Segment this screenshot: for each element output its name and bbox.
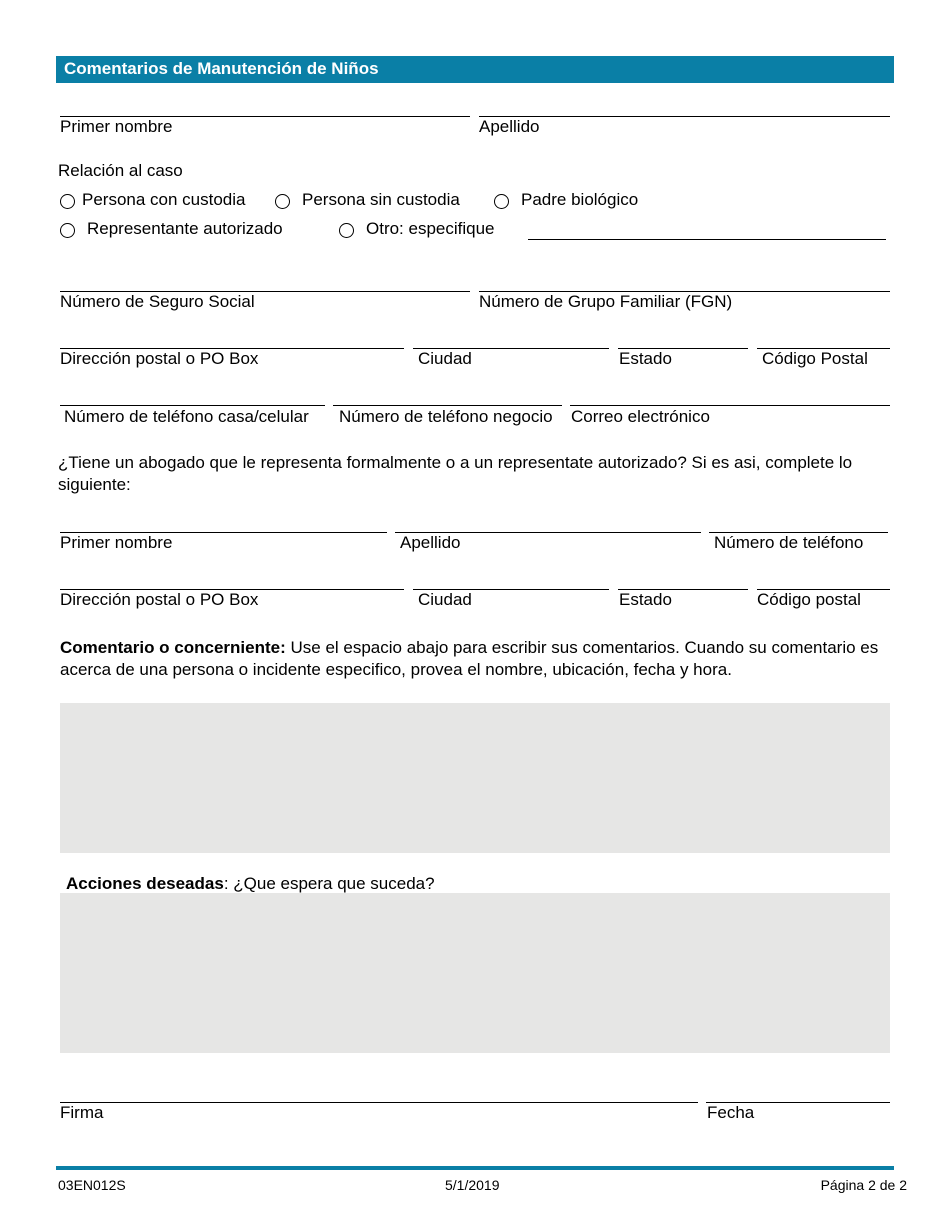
option-noncustodial-label: Persona sin custodia	[302, 190, 460, 209]
last-name-label: Apellido	[479, 117, 540, 136]
actions-heading: Acciones deseadas	[66, 874, 224, 893]
form-date: 5/1/2019	[445, 1177, 500, 1193]
attorney-state-label: Estado	[619, 590, 672, 609]
attorney-question: ¿Tiene un abogado que le representa formalmente o a un representate autorizado? Si es asi, complete lo siguiente:	[58, 453, 853, 494]
footer-rule	[56, 1166, 894, 1170]
date-label: Fecha	[707, 1103, 755, 1122]
attorney-phone-label: Número de teléfono	[714, 533, 864, 552]
page-number: Página 2 de 2	[820, 1177, 907, 1193]
radio-noncustodial[interactable]	[275, 194, 290, 209]
section-header	[56, 56, 894, 83]
actions-textarea[interactable]	[60, 893, 890, 1053]
option-other-label: Otro: especifique	[366, 219, 495, 238]
comment-text: Use el espacio abajo para escribir sus comentarios. Cuando su comentario es acerca de una persona o incidente especifico, provea el nombre, ubicación, fecha y hora.	[60, 638, 879, 679]
option-custodial-label: Persona con custodia	[82, 190, 246, 209]
email-label: Correo electrónico	[571, 407, 710, 426]
first-name-label: Primer nombre	[60, 117, 173, 136]
option-authorized-rep-label: Representante autorizado	[87, 219, 283, 238]
radio-other[interactable]	[339, 223, 354, 238]
comment-textarea[interactable]	[60, 703, 890, 853]
ssn-label: Número de Seguro Social	[60, 292, 255, 311]
zip-label: Código Postal	[762, 349, 868, 368]
attorney-last-name-label: Apellido	[400, 533, 461, 552]
signature-field[interactable]	[60, 1102, 698, 1103]
actions-text: : ¿Que espera que suceda?	[223, 874, 435, 893]
state-label: Estado	[619, 349, 672, 368]
city-label: Ciudad	[418, 349, 472, 368]
attorney-first-name-label: Primer nombre	[60, 533, 173, 552]
last-name-field[interactable]	[479, 116, 890, 117]
attorney-zip-label: Código postal	[757, 590, 861, 609]
home-phone-field[interactable]	[60, 405, 325, 406]
attorney-city-label: Ciudad	[418, 590, 472, 609]
radio-custodial[interactable]	[60, 194, 75, 209]
comment-heading: Comentario o concerniente:	[60, 638, 286, 657]
form-code: 03EN012S	[58, 1177, 126, 1193]
business-phone-field[interactable]	[333, 405, 562, 406]
section-title: Comentarios de Manutención de Niños	[64, 59, 379, 78]
radio-biological-parent[interactable]	[494, 194, 509, 209]
comment-instructions	[60, 637, 890, 681]
actions-instructions	[66, 873, 886, 895]
relation-label: Relación al caso	[58, 161, 183, 180]
home-phone-label: Número de teléfono casa/celular	[64, 407, 309, 426]
other-specify-field[interactable]	[528, 239, 886, 240]
option-biological-parent-label: Padre biológico	[521, 190, 639, 209]
email-field[interactable]	[570, 405, 890, 406]
business-phone-label: Número de teléfono negocio	[339, 407, 553, 426]
radio-authorized-rep[interactable]	[60, 223, 75, 238]
fgn-label: Número de Grupo Familiar (FGN)	[479, 292, 733, 311]
mail-address-label: Dirección postal o PO Box	[60, 349, 259, 368]
attorney-mail-label: Dirección postal o PO Box	[60, 590, 259, 609]
signature-label: Firma	[60, 1103, 104, 1122]
